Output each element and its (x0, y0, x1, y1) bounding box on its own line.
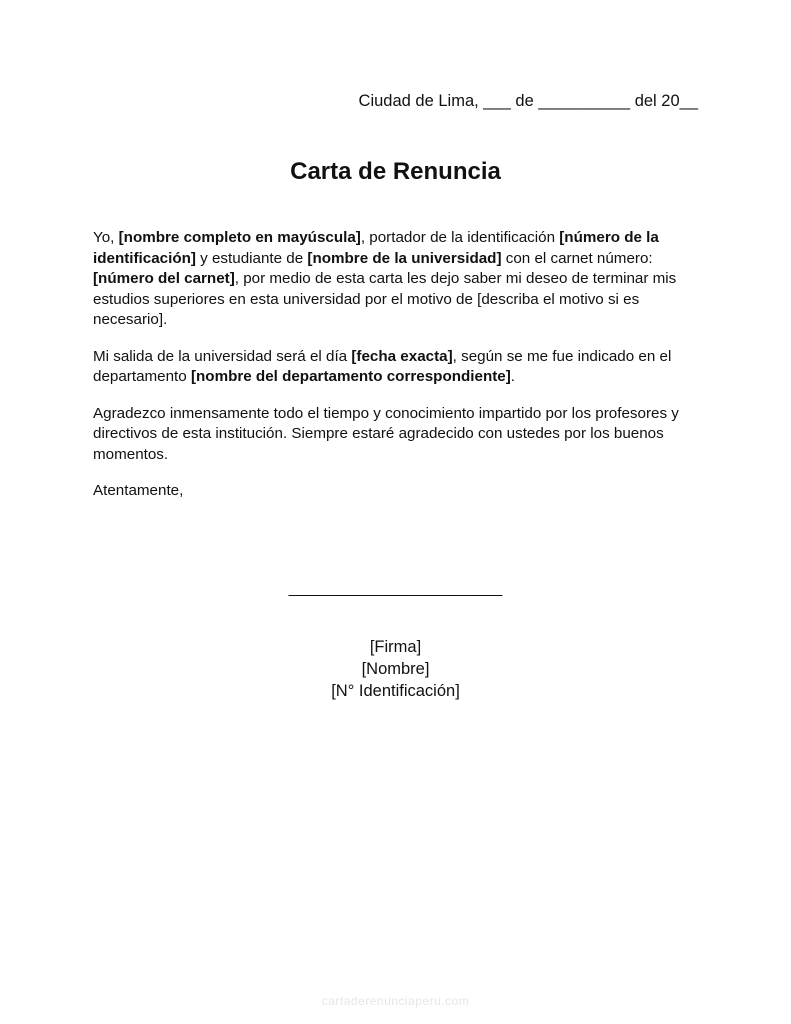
date-line: Ciudad de Lima, ___ de __________ del 20__ (358, 92, 698, 110)
closing: Atentamente, (93, 482, 184, 499)
text-segment: , según se me fue indicado en el departamento (93, 347, 672, 385)
placeholder-card-number: [número del carnet] (93, 270, 235, 287)
signature-firma: [Firma] (369, 638, 422, 656)
text-segment: Agradezco inmensamente todo el tiempo y conocimiento impartido por los profesores y directivos de esta institución. Siempre estaré agradecido con ustedes por los buenos momentos. (93, 404, 679, 463)
watermark: cartaderenunciaperu.com (321, 994, 470, 1008)
placeholder-id-number: [número de la identificación] (93, 229, 659, 267)
placeholder-department-name: [nombre del departamento correspondiente] (190, 368, 511, 385)
signature-nombre: [Nombre] (361, 660, 430, 678)
signature-line: ________________________ (288, 580, 503, 597)
text-segment: , portador de la identificación (360, 229, 560, 246)
signature-identificacion: [N° Identificación] (331, 682, 460, 700)
paragraph-intro (93, 228, 698, 331)
text-segment: con el carnet número: (501, 249, 653, 267)
placeholder-exact-date: [fecha exacta] (351, 347, 453, 365)
text-segment: . (510, 368, 516, 385)
letter-body (93, 228, 698, 518)
text-segment: Yo, (93, 229, 119, 246)
text-segment: Mi salida de la universidad será el día (93, 347, 352, 365)
placeholder-full-name: [nombre completo en mayúscula] (118, 229, 361, 246)
document-title: Carta de Renuncia (290, 158, 501, 185)
text-segment: y estudiante de (195, 249, 308, 267)
paragraph-departure (93, 347, 698, 388)
placeholder-university-name: [nombre de la universidad] (307, 249, 502, 267)
signature-block (0, 636, 791, 702)
paragraph-gratitude (93, 404, 698, 466)
text-segment: , por medio de esta carta les dejo saber mi deseo de terminar mis estudios superiores en esta universidad por el motivo de [describa el motivo si es necesario]. (93, 270, 677, 328)
